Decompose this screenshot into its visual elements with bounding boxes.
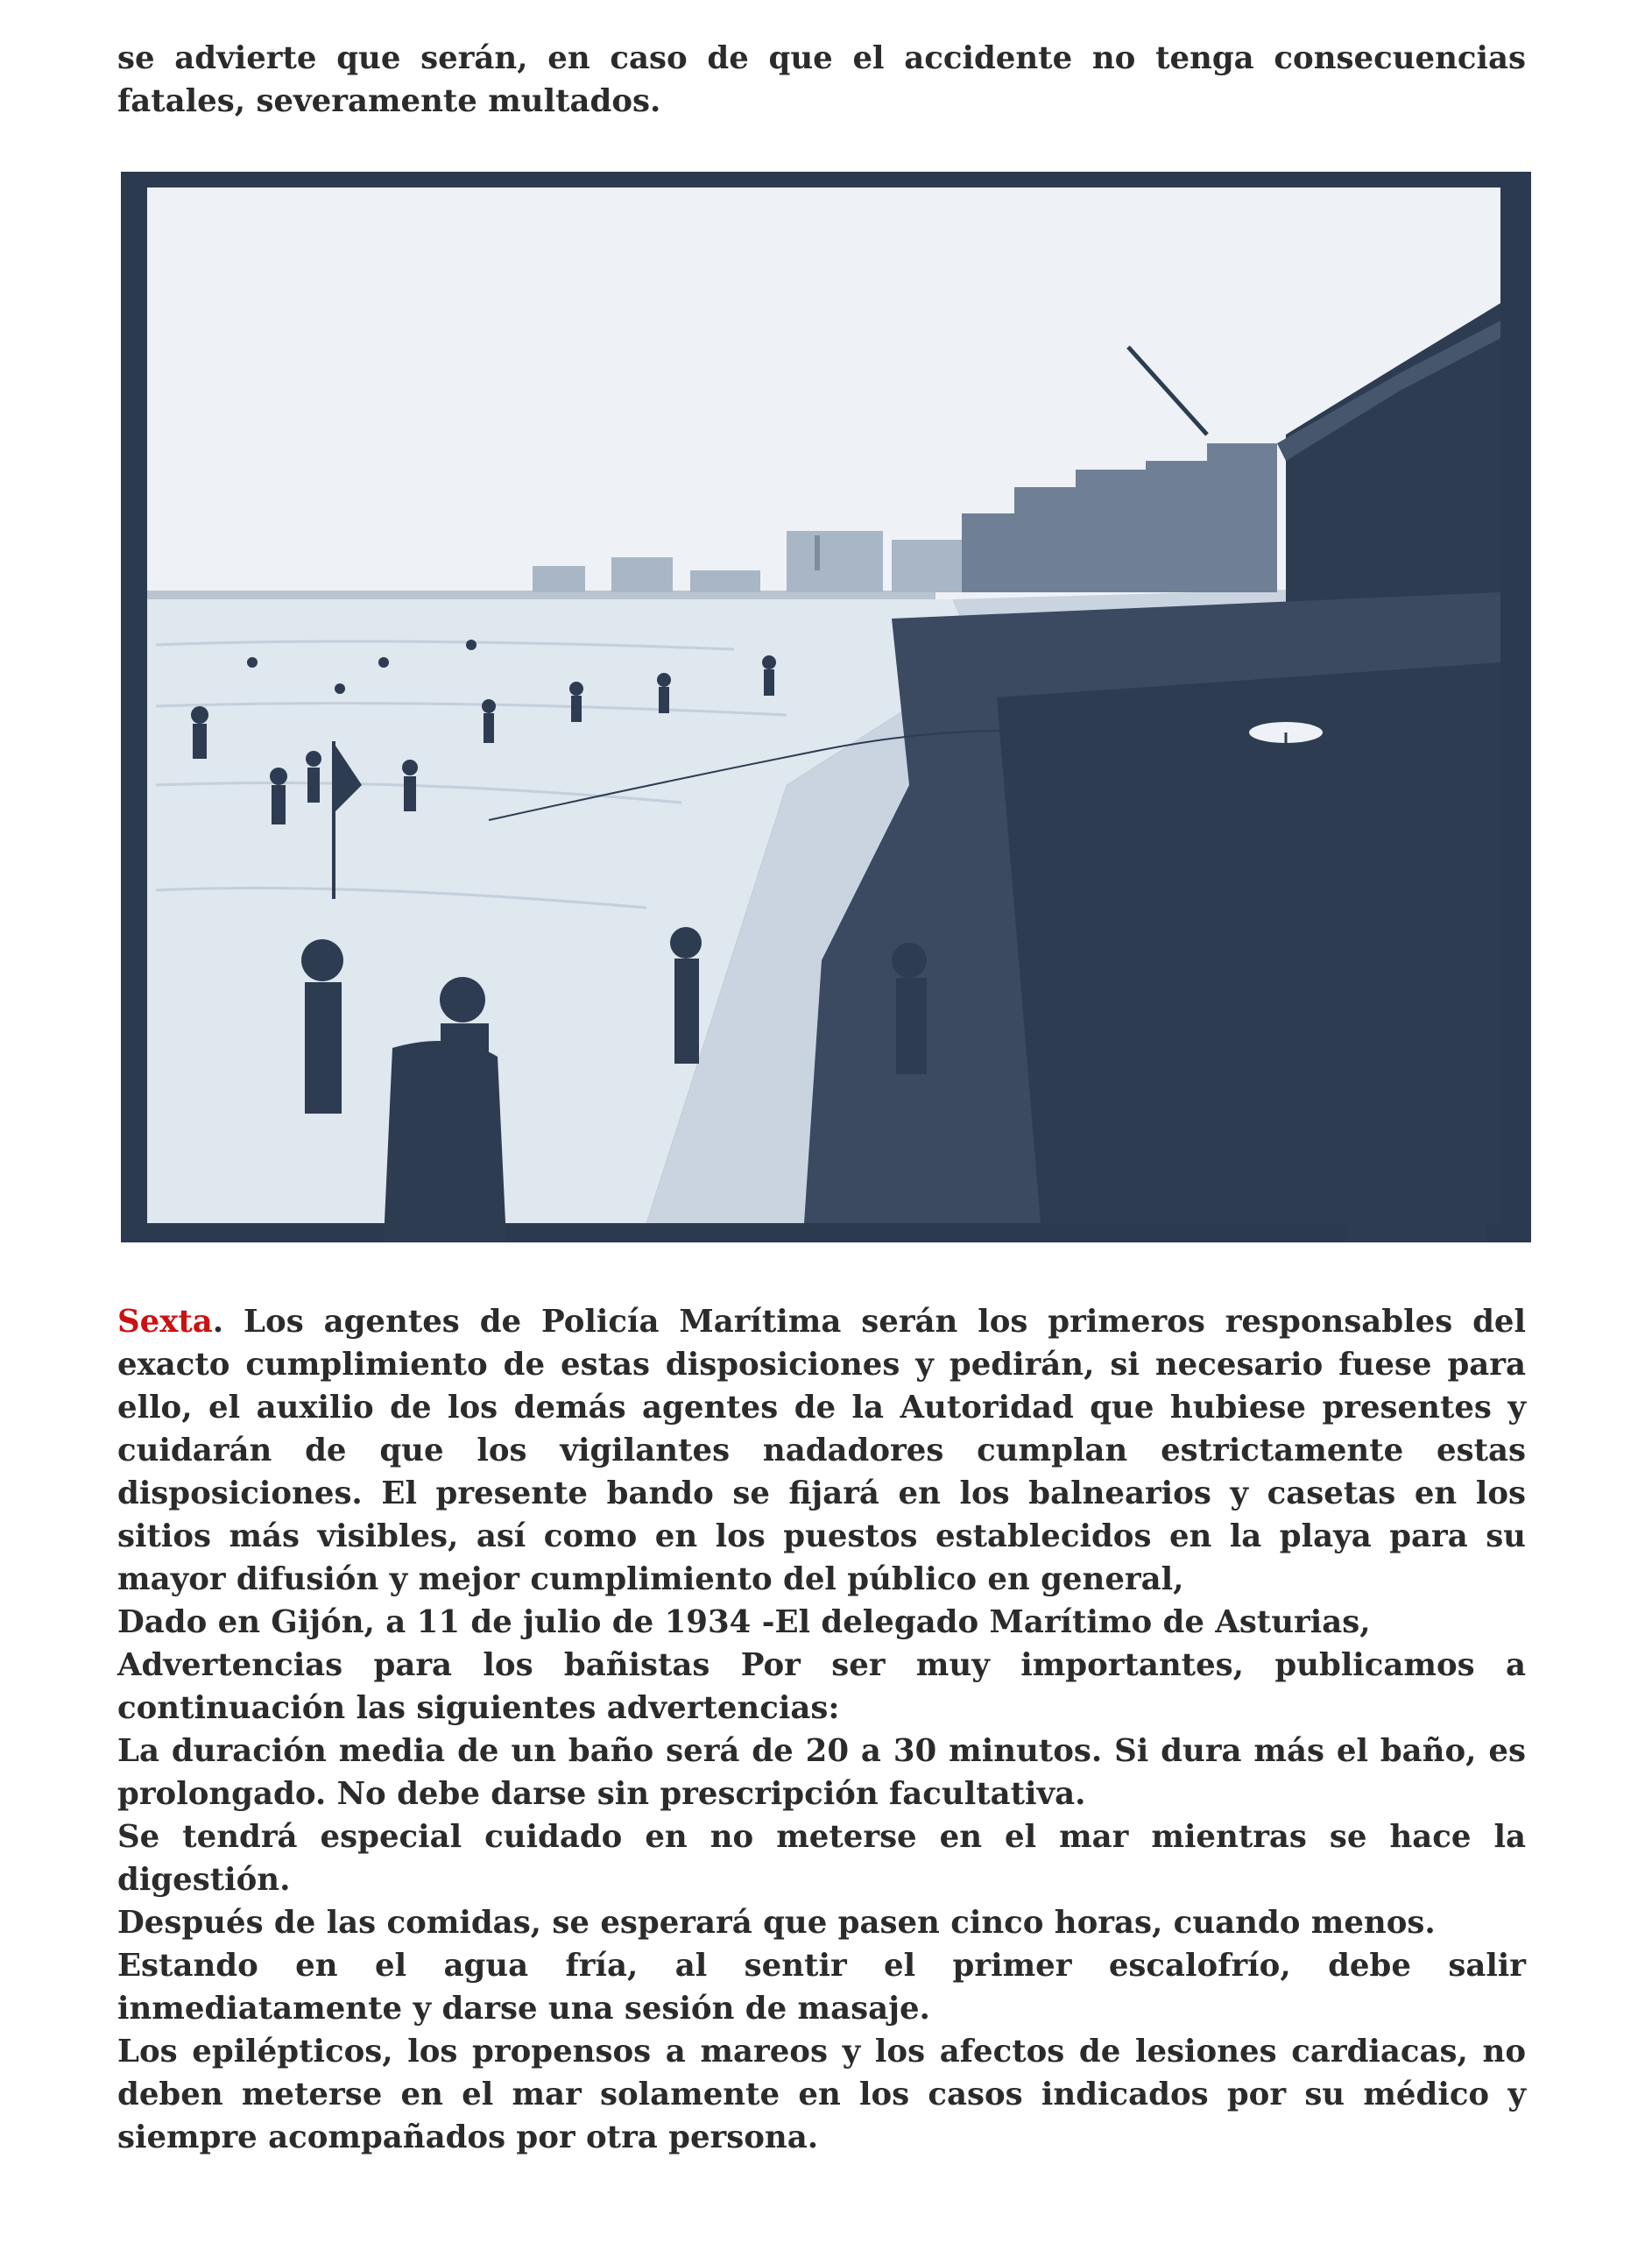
advertencia-item: Los epilépticos, los propensos a mareos y los afectos de lesiones cardiacas, no deben meterse en el mar solamente en los casos indicados por su médico y siempre acompañados por otra persona. xyxy=(117,2034,1526,2155)
sexta-label: Sexta xyxy=(117,1304,213,1340)
sexta-paragraph xyxy=(117,1300,1526,1601)
dado-line: Dado en Gijón, a 11 de julio de 1934 -El delegado Marítimo de Asturias, xyxy=(117,1604,1371,1640)
top-paragraph-text: se advierte que serán, en caso de que el accidente no tenga consecuencias fatales, severamente multados. xyxy=(117,40,1526,119)
advertencias-intro: Advertencias para los bañistas Por ser muy importantes, publicamos a continuación las siguientes advertencias: xyxy=(117,1647,1526,1726)
top-paragraph xyxy=(117,37,1526,123)
sexta-text: . Los agentes de Policía Marítima serán los primeros responsables del exacto cumplimiento de estas disposiciones y pedirán, si necesario fuese para ello, el auxilio de los demás agentes de la Autoridad que hubiese presentes y cuidarán de que los vigilantes nadadores cumplan estrictamente estas disposiciones. El presente bando se fijará en los balnearios y casetas en los sitios más visibles, así como en los puestos establecidos en la playa para su mayor difusión y mejor cumplimiento del público en general, xyxy=(117,1304,1526,1597)
advertencia-item: La duración media de un baño será de 20 a 30 minutos. Si dura más el baño, es prolongado. No debe darse sin prescripción facultativa. xyxy=(117,1733,1526,1812)
body-text xyxy=(117,1300,1526,2159)
advertencia-item: Estando en el agua fría, al sentir el primer escalofrío, debe salir inmediatamente y darse una sesión de masaje. xyxy=(117,1948,1526,2027)
advertencia-item: Después de las comidas, se esperará que pasen cinco horas, cuando menos. xyxy=(117,1905,1436,1941)
advertencia-item: Se tendrá especial cuidado en no meterse en el mar mientras se hace la digestión. xyxy=(117,1819,1526,1898)
beach-photograph-icon xyxy=(121,172,1531,1242)
beach-photograph xyxy=(121,172,1531,1242)
